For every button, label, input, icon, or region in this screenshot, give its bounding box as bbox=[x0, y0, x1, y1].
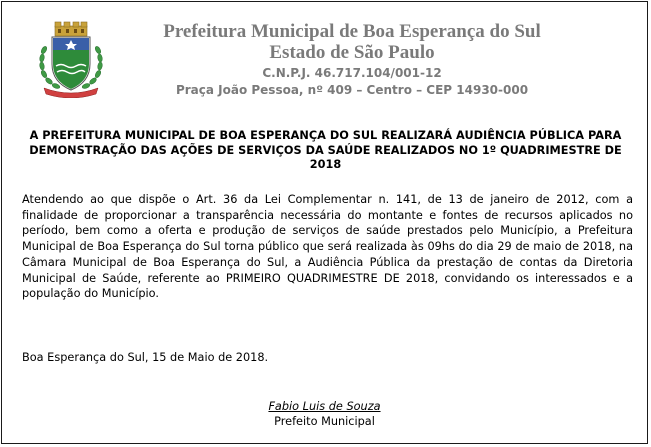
letterhead bbox=[112, 21, 592, 98]
letterhead-address: Praça João Pessoa, nº 409 – Centro – CEP 14930-000 bbox=[175, 83, 529, 97]
letterhead-cnpj: C.N.P.J. 46.717.104/001-12 bbox=[262, 66, 442, 80]
letterhead-municipality: Prefeitura Municipal de Boa Esperança do Sul bbox=[163, 21, 541, 42]
notice-body: Atendendo ao que dispõe o Art. 36 da Lei Complementar n. 141, de 13 de janeiro de 2012, com a finalidade de proporcionar a transparência necessária do montante e fontes de recursos aplicados no período, bem como a oferta e produção de serviços de saúde prestados pelo Município, a Prefeitura Municipal de Boa Esperança do Sul torna público que será realizada às 09hs do dia 29 de maio de 2018, na Câmara Municipal de Boa Esperança do Sul, a Audiência Pública da prestação de contas da Diretoria Municipal de Saúde, referente ao PRIMEIRO QUADRIMESTRE DE 2018, convidando os interessados e a população do Município. bbox=[22, 193, 633, 301]
signatory-name: Fabio Luis de Souza bbox=[268, 400, 381, 413]
notice-document bbox=[1, 1, 648, 444]
municipal-coat-of-arms-icon bbox=[36, 20, 106, 98]
notice-dateline: Boa Esperança do Sul, 15 de Maio de 2018. bbox=[22, 351, 269, 364]
notice-title: A PREFEITURA MUNICIPAL DE BOA ESPERANÇA DO SUL REALIZARÁ AUDIÊNCIA PÚBLICA PARA DEMONSTRAÇÃO DAS AÇÕES DE SERVIÇOS DA SAÚDE REALIZADOS NO 1º QUADRIMESTRE DE 2018 bbox=[29, 129, 622, 171]
signatory-role: Prefeito Municipal bbox=[274, 415, 375, 428]
letterhead-state: Estado de São Paulo bbox=[269, 42, 435, 63]
